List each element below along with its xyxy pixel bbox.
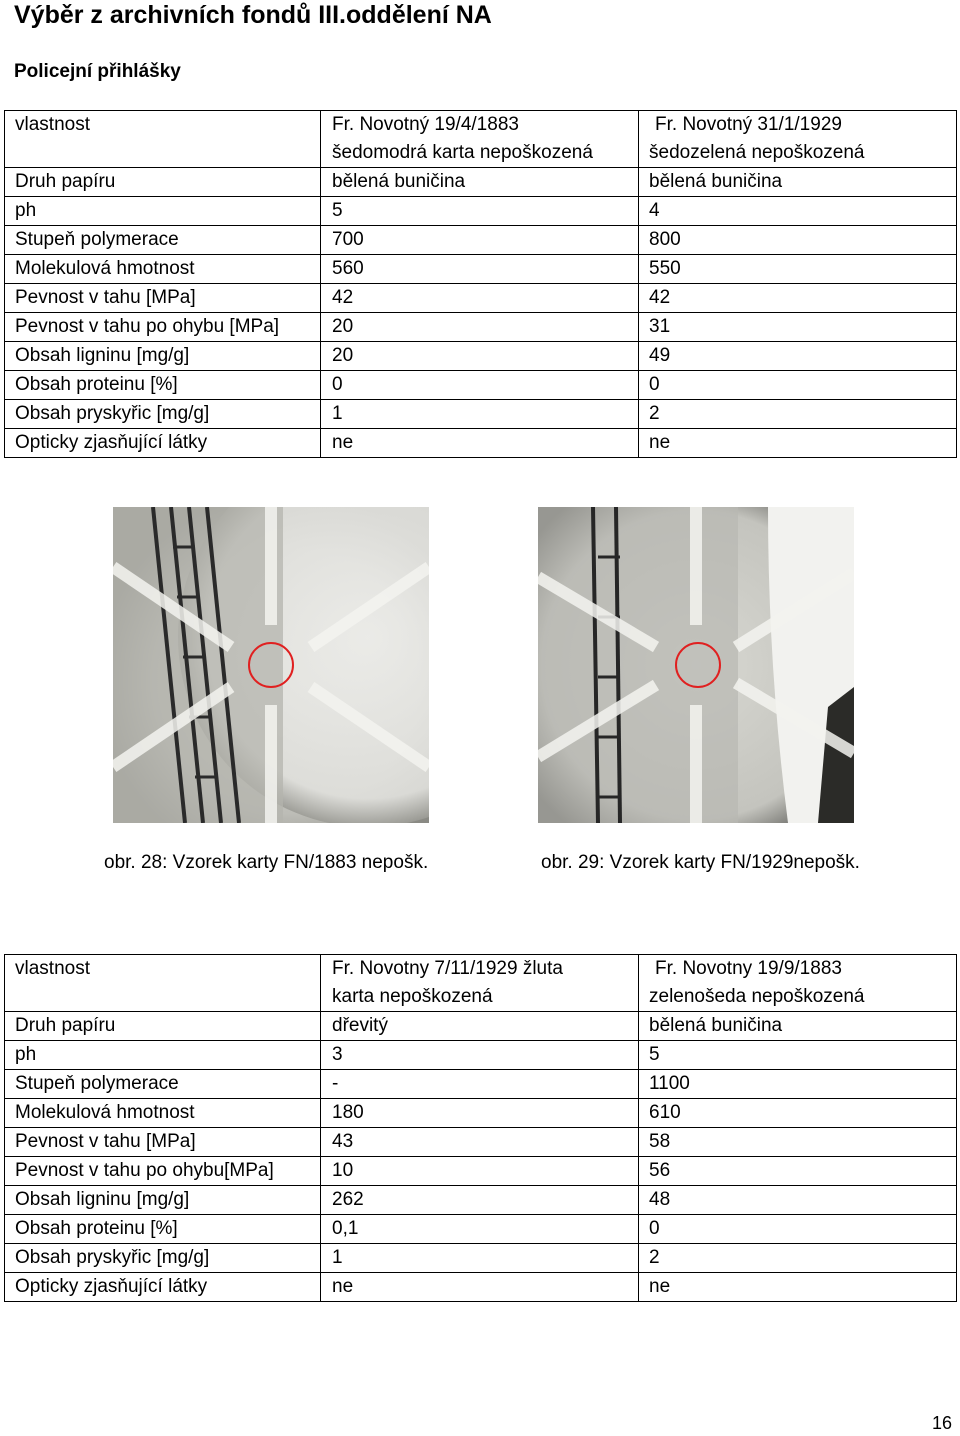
microscope-image [538, 507, 854, 823]
value-cell: 20 [321, 313, 639, 342]
header-sample1-cell [321, 111, 639, 168]
value-cell: ne [639, 1273, 957, 1302]
value-cell: - [321, 1070, 639, 1099]
header-property-label: vlastnost [15, 114, 90, 135]
table-row [5, 1070, 957, 1099]
page-number: 16 [931, 1413, 952, 1433]
header-sample1-line2: šedomodrá karta nepoškozená [332, 142, 593, 163]
header-sample2-cell [639, 955, 957, 1012]
value-cell: 58 [639, 1128, 957, 1157]
property-cell: Pevnost v tahu po ohybu[MPa] [5, 1157, 321, 1186]
header-sample1-line1: Fr. Novotný 19/4/1883 [332, 114, 519, 135]
value-cell: 700 [321, 226, 639, 255]
property-cell: Stupeň polymerace [5, 1070, 321, 1099]
value-cell: 180 [321, 1099, 639, 1128]
header-sample2-line1: Fr. Novotný 31/1/1929 [655, 114, 842, 135]
value-cell: 0 [321, 371, 639, 400]
value-cell: 2 [639, 1244, 957, 1273]
table-row [5, 342, 957, 371]
table-row [5, 1099, 957, 1128]
value-cell: 10 [321, 1157, 639, 1186]
table-header-row [5, 111, 957, 168]
page-title: Výběr z archivních fondů III.oddělení NA [14, 1, 492, 29]
value-cell: 0 [639, 371, 957, 400]
table-row [5, 284, 957, 313]
property-cell: Obsah proteinu [%] [5, 1215, 321, 1244]
value-cell: 49 [639, 342, 957, 371]
value-cell: 20 [321, 342, 639, 371]
value-cell: 42 [321, 284, 639, 313]
value-cell: 4 [639, 197, 957, 226]
figure-caption-29: obr. 29: Vzorek karty FN/1929nepošk. [541, 852, 860, 873]
property-cell: Obsah pryskyřic [mg/g] [5, 400, 321, 429]
value-cell: 550 [639, 255, 957, 284]
value-cell: dřevitý [321, 1012, 639, 1041]
property-cell: Stupeň polymerace [5, 226, 321, 255]
property-cell: Opticky zjasňující látky [5, 1273, 321, 1302]
value-cell: ne [321, 429, 639, 458]
value-cell: 48 [639, 1186, 957, 1215]
value-cell: 31 [639, 313, 957, 342]
table-row [5, 1186, 957, 1215]
header-sample1-line1: Fr. Novotny 7/11/1929 žluta [332, 958, 563, 979]
property-cell: Obsah pryskyřic [mg/g] [5, 1244, 321, 1273]
value-cell: 3 [321, 1041, 639, 1070]
value-cell: 56 [639, 1157, 957, 1186]
table-row [5, 197, 957, 226]
value-cell: 610 [639, 1099, 957, 1128]
table-row [5, 371, 957, 400]
value-cell: 1100 [639, 1070, 957, 1099]
table-row [5, 429, 957, 458]
value-cell: 560 [321, 255, 639, 284]
table-row [5, 168, 957, 197]
header-sample1-cell [321, 955, 639, 1012]
table-row [5, 226, 957, 255]
header-property-cell [5, 955, 321, 1012]
value-cell: 262 [321, 1186, 639, 1215]
property-cell: Obsah ligninu [mg/g] [5, 1186, 321, 1215]
table-row [5, 313, 957, 342]
table-row [5, 1041, 957, 1070]
value-cell: 0,1 [321, 1215, 639, 1244]
property-cell: Druh papíru [5, 168, 321, 197]
value-cell: bělená buničina [639, 1012, 957, 1041]
value-cell: ne [639, 429, 957, 458]
value-cell: 43 [321, 1128, 639, 1157]
header-sample2-cell [639, 111, 957, 168]
value-cell: 800 [639, 226, 957, 255]
property-cell: Molekulová hmotnost [5, 255, 321, 284]
value-cell: ne [321, 1273, 639, 1302]
value-cell: 1 [321, 1244, 639, 1273]
value-cell: 1 [321, 400, 639, 429]
property-cell: Pevnost v tahu [MPa] [5, 284, 321, 313]
header-sample2-line2: zelenošeda nepoškozená [649, 986, 865, 1007]
table-row [5, 1012, 957, 1041]
header-sample2-line2: šedozelená nepoškozená [649, 142, 865, 163]
property-cell: ph [5, 1041, 321, 1070]
property-cell: Druh papíru [5, 1012, 321, 1041]
property-cell: Pevnost v tahu po ohybu [MPa] [5, 313, 321, 342]
value-cell: 42 [639, 284, 957, 313]
section-subtitle: Policejní přihlášky [14, 61, 181, 82]
header-sample1-line2: karta nepoškozená [332, 986, 493, 1007]
value-cell: bělená buničina [321, 168, 639, 197]
property-cell: Pevnost v tahu [MPa] [5, 1128, 321, 1157]
property-cell: Obsah ligninu [mg/g] [5, 342, 321, 371]
value-cell: bělená buničina [639, 168, 957, 197]
microscope-image [113, 507, 429, 823]
table-row [5, 1273, 957, 1302]
header-property-cell [5, 111, 321, 168]
table-row [5, 255, 957, 284]
property-cell: Molekulová hmotnost [5, 1099, 321, 1128]
property-cell: Obsah proteinu [%] [5, 371, 321, 400]
table-row [5, 1157, 957, 1186]
header-sample2-line1: Fr. Novotny 19/9/1883 [655, 958, 842, 979]
table-row [5, 1244, 957, 1273]
table-header-row [5, 955, 957, 1012]
header-property-label: vlastnost [15, 958, 90, 979]
table-row [5, 1215, 957, 1244]
properties-table-1 [4, 110, 957, 458]
table-row [5, 1128, 957, 1157]
value-cell: 0 [639, 1215, 957, 1244]
property-cell: ph [5, 197, 321, 226]
properties-table-2 [4, 954, 957, 1302]
value-cell: 5 [639, 1041, 957, 1070]
property-cell: Opticky zjasňující látky [5, 429, 321, 458]
microscope-photo-1929 [538, 507, 854, 823]
figure-caption-28: obr. 28: Vzorek karty FN/1883 nepošk. [104, 852, 429, 873]
microscope-photo-1883 [113, 507, 429, 823]
value-cell: 5 [321, 197, 639, 226]
value-cell: 2 [639, 400, 957, 429]
table-row [5, 400, 957, 429]
